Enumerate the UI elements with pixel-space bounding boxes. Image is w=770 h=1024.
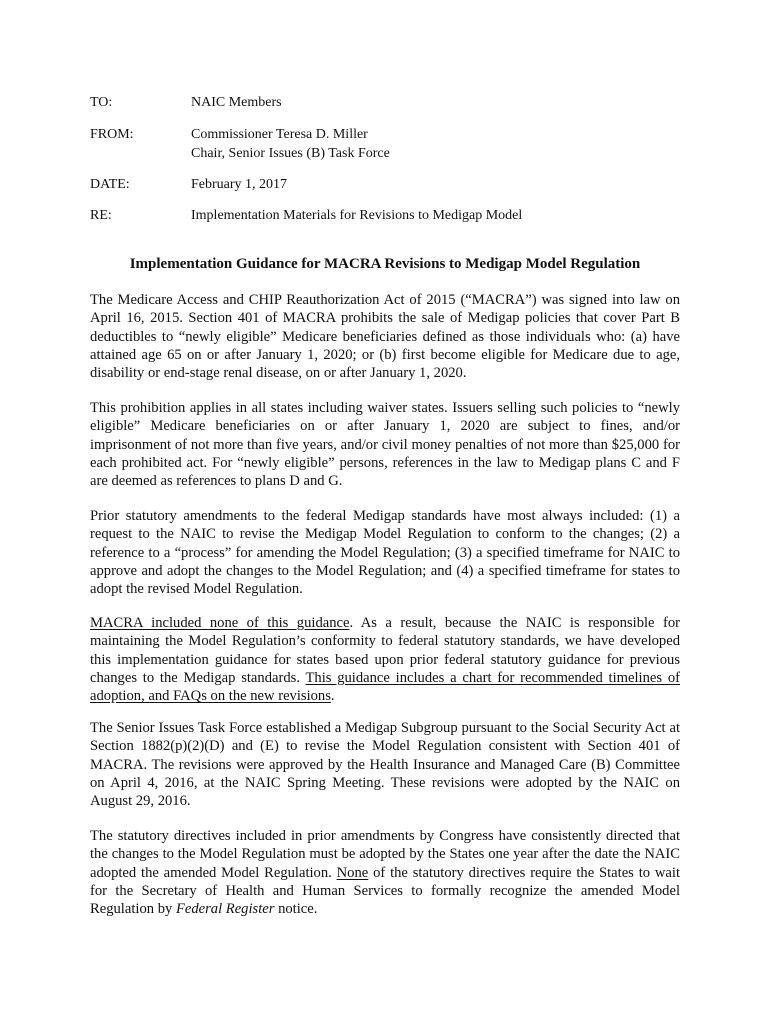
memo-to-value: NAIC Members — [191, 95, 282, 110]
memo-date-value: February 1, 2017 — [191, 177, 288, 192]
memo-from-name: Commissioner Teresa D. Miller — [191, 127, 368, 142]
federal-register-italic: Federal Register — [175, 901, 275, 918]
memo-re-value: Implementation Materials for Revisions to Medigap Model — [191, 208, 523, 223]
paragraph-guidance — [90, 614, 680, 705]
memo-from-label: FROM: — [90, 127, 134, 142]
underlined-no-guidance: MACRA included none of this guidance — [90, 615, 350, 631]
memo-from-title: Chair, Senior Issues (B) Task Force — [191, 146, 390, 161]
paragraph-task-force: The Senior Issues Task Force established a Medigap Subgroup pursuant to the Social Security Act at Section 1882(p)(2)(D) and (E) to revise the Model Regulation consistent with Section 401 of MACRA. The revisions were approved by the Health Insurance and Managed Care (B) Committee on April 4, 2016, at the NAIC Spring Meeting. These revisions were adopted by the NAIC on August 29, 2016. — [90, 720, 680, 810]
directives-text-a: The statutory directives included in prior amendments by Congress have consistently directed that the changes to the Model Regulation must be adopted by the States one year after the date the NAIC adopted the amended Model Regulation. — [90, 828, 680, 881]
guidance-end: . — [330, 688, 335, 705]
memo-to-label: TO: — [90, 95, 113, 110]
paragraph-prior-amendments: Prior statutory amendments to the federal Medigap standards have most always included: (1) a request to the NAIC to revise the Medigap Model Regulation to conform to the changes; (2) a reference to a “process” for amending the Model Regulation; (3) a specified timeframe for NAIC to approve and adopt the changes to the Model Regulation; and (4) a specified timeframe for states to adopt the revised Model Regulation. — [90, 508, 680, 598]
guidance-text: . As a result, because the NAIC is responsible for maintaining the Model Regulation’s conformity to federal statutory standards, we have developed this implementation guidance for states based upon prior federal statutory guidance for previous changes to the Medigap standards. — [90, 615, 680, 686]
memo-date-label: DATE: — [90, 177, 130, 192]
memo-from-value — [191, 125, 390, 163]
underlined-chart-note: This guidance includes a chart for recommended timelines of adoption, and FAQs on the new revisions — [90, 669, 680, 705]
underlined-none: None — [336, 864, 369, 881]
document-title: Implementation Guidance for MACRA Revisions to Medigap Model Regulation — [129, 256, 641, 272]
memo-re-label: RE: — [90, 208, 112, 223]
directives-end: notice. — [274, 901, 318, 918]
paragraph-macra-intro: The Medicare Access and CHIP Reauthorization Act of 2015 (“MACRA”) was signed into law on April 16, 2015. Section 401 of MACRA prohibits the sale of Medigap policies that cover Part B deductibles to “newly eligible” Medicare beneficiaries defined as those individuals who: (a) have attained age 65 on or after January 1, 2020; or (b) first become eligible for Medicare due to age, disability or end-stage renal disease, on or after January 1, 2020. — [90, 292, 680, 382]
paragraph-prohibition: This prohibition applies in all states including waiver states. Issuers selling such policies to “newly eligible” Medicare beneficiaries on or after January 1, 2020 are subject to fines, and/or imprisonment of not more than five years, and/or civil money penalties of not more than $25,000 for each prohibited act. For “newly eligible” persons, references in the law to Medigap plans C and F are deemed as references to plans D and G. — [90, 400, 680, 490]
directives-text-b: of the statutory directives require the States to wait for the Secretary of Health and Human Services to formally recognize the amended Model Regulation by — [90, 864, 680, 918]
paragraph-statutory-directives — [90, 827, 680, 918]
